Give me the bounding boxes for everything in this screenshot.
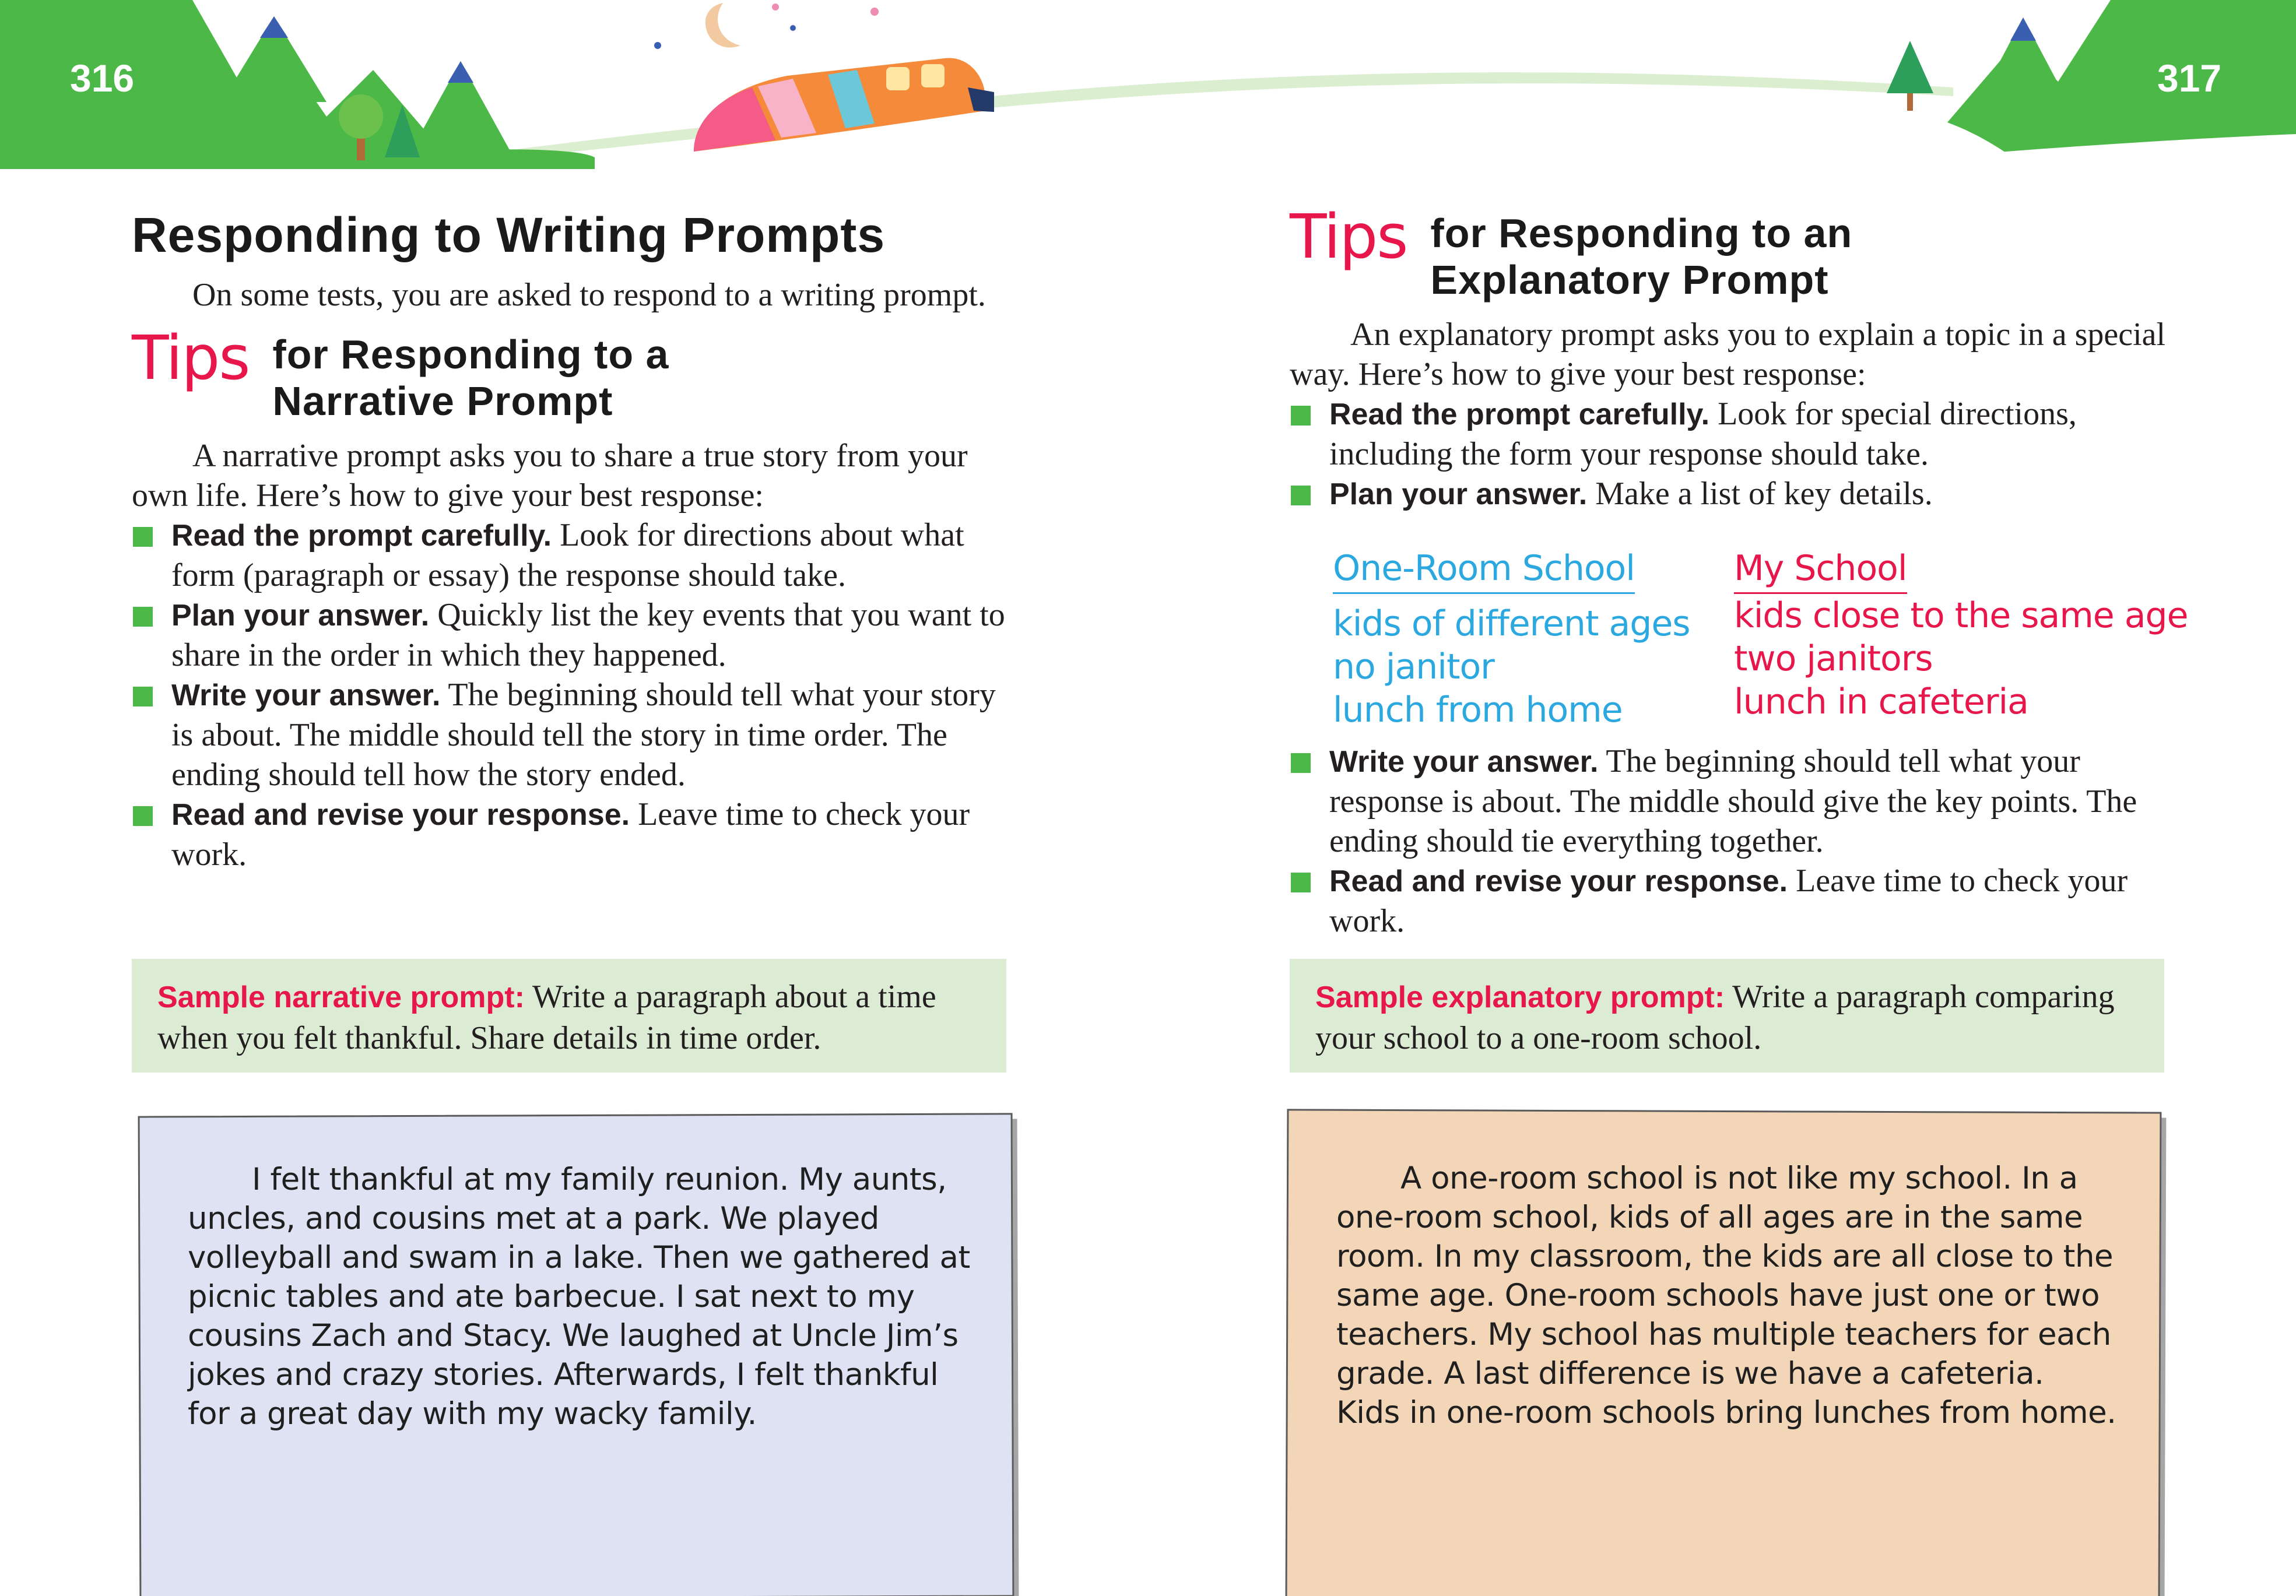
list-item [132, 675, 1024, 795]
tips-bullet-list-bottom [1290, 741, 2182, 941]
response-line: I felt thankful at my family reunion. My aunts, [252, 1162, 947, 1197]
sample-response-text-narrative [188, 1160, 970, 1433]
response-line: teachers. My school has multiple teachers for each [1336, 1317, 2111, 1352]
list-item: kids close to the same age [1734, 595, 2188, 636]
list-item [132, 515, 1024, 595]
page-title: Responding to Writing Prompts [132, 208, 886, 262]
header-banner-illustration [0, 0, 2296, 169]
left-page-column [132, 207, 1024, 874]
response-line: picnic tables and ate barbecue. I sat next to my [188, 1279, 915, 1314]
bullet-text: Make a list of key details. [1587, 476, 1933, 512]
rocket-illustration [694, 58, 994, 152]
bullet-lead: Read and revise your response. [171, 797, 630, 832]
tips-intro-paragraph: An explanatory prompt asks you to explain a topic in a special way. Here’s how to give your best response: [1290, 317, 2166, 392]
response-line: one-room school, kids of all ages are in the same [1336, 1200, 2083, 1235]
page-number-right: 317 [2157, 57, 2222, 100]
tips-bullet-list-top [1290, 394, 2182, 514]
intro-paragraph: On some tests, you are asked to respond to a writing prompt. [192, 276, 986, 313]
sample-response-text-explanatory [1336, 1159, 2116, 1432]
response-line: uncles, and cousins met at a park. We played [188, 1201, 879, 1236]
list-item: two janitors [1734, 638, 1933, 679]
bullet-lead: Plan your answer. [1329, 477, 1588, 511]
key-details-list-one-room-school [1333, 547, 1690, 732]
pine-right [1887, 41, 1933, 93]
response-line: cousins Zach and Stacy. We laughed at Uncle Jim’s [188, 1318, 959, 1354]
bullet-lead: Read and revise your response. [1329, 864, 1788, 898]
tips-word: Tips [1290, 201, 1407, 272]
bullet-text: Look for special directions, including the form your response should take. [1329, 396, 2077, 472]
tips-heading-explanatory [1290, 201, 2182, 303]
bullet-text: Leave time to check your work. [1329, 863, 2128, 939]
sample-prompt-label: Sample explanatory prompt: [1315, 980, 1725, 1014]
bullet-text: Leave time to check your work. [171, 796, 970, 873]
list-item [1290, 474, 2182, 514]
list-item [1290, 861, 2182, 941]
tips-bullet-list [132, 515, 1024, 874]
bullet-lead: Read the prompt carefully. [171, 518, 552, 553]
list-item: lunch in cafeteria [1734, 681, 2028, 722]
bullet-lead: Write your answer. [171, 678, 441, 712]
sample-prompt-box-narrative [132, 959, 1006, 1073]
response-line: same age. One-room schools have just one or two [1336, 1278, 2100, 1313]
response-line: grade. A last difference is we have a cafeteria. [1336, 1356, 2044, 1391]
list-item [1290, 741, 2182, 861]
sample-prompt-text: Write a paragraph about a time when you felt thankful. Share details in time order. [157, 979, 936, 1056]
list-item: no janitor [1333, 646, 1494, 687]
bullet-lead: Read the prompt carefully. [1329, 398, 1710, 431]
tips-title-line-2: Narrative Prompt [272, 378, 613, 424]
tips-title-line-2: Explanatory Prompt [1430, 257, 1829, 303]
tips-title-line-1: for Responding to an [1430, 210, 1853, 256]
bullet-text: The beginning should tell what your story is about. The middle should tell the story in time order. The ending should tell how the story ended. [171, 676, 996, 793]
response-line: jokes and crazy stories. Afterwards, I felt thankful [188, 1357, 939, 1393]
bullet-text: Look for directions about what form (paragraph or essay) the response should take. [171, 516, 964, 593]
list-item [132, 795, 1024, 874]
tips-title [272, 331, 669, 424]
list-item [132, 595, 1024, 675]
bullet-lead: Plan your answer. [171, 598, 430, 632]
tips-title [1430, 210, 1852, 303]
response-line: room. In my classroom, the kids are all close to the [1336, 1239, 2114, 1274]
page-number-left: 316 [70, 57, 135, 100]
list-heading: One-Room School [1333, 547, 1635, 594]
response-line: for a great day with my wacky family. [188, 1396, 757, 1432]
right-page-column [1290, 201, 2182, 514]
tips-intro-paragraph: A narrative prompt asks you to share a true story from your own life. Here’s how to give your best response: [132, 437, 968, 514]
tree-left [339, 94, 383, 139]
response-line: volleyball and swam in a lake. Then we gathered at [188, 1240, 970, 1275]
tips-title-line-1: for Responding to a [272, 331, 669, 377]
list-item: kids of different ages [1333, 603, 1690, 644]
sample-prompt-text: Write a paragraph comparing your school to a one-room school. [1315, 979, 2115, 1056]
crescent-moon [705, 3, 740, 47]
list-item: lunch from home [1333, 690, 1623, 730]
response-line: A one-room school is not like my school. In a [1400, 1161, 2078, 1196]
bullet-text: The beginning should tell what your response is about. The middle should give the key points. The ending should tie everything together. [1329, 743, 2137, 859]
response-line: Kids in one-room schools bring lunches from home. [1336, 1395, 2116, 1430]
list-item [1290, 394, 2182, 474]
list-heading: My School [1734, 547, 1907, 594]
key-details-list-my-school [1734, 547, 2188, 723]
bullet-lead: Write your answer. [1329, 745, 1599, 779]
bullet-text: Quickly list the key events that you want to share in the order in which they happened. [171, 596, 1005, 673]
sample-prompt-box-explanatory [1290, 959, 2164, 1073]
tips-word: Tips [132, 322, 250, 393]
tips-heading-narrative [132, 322, 1024, 424]
sample-prompt-label: Sample narrative prompt: [157, 980, 525, 1014]
